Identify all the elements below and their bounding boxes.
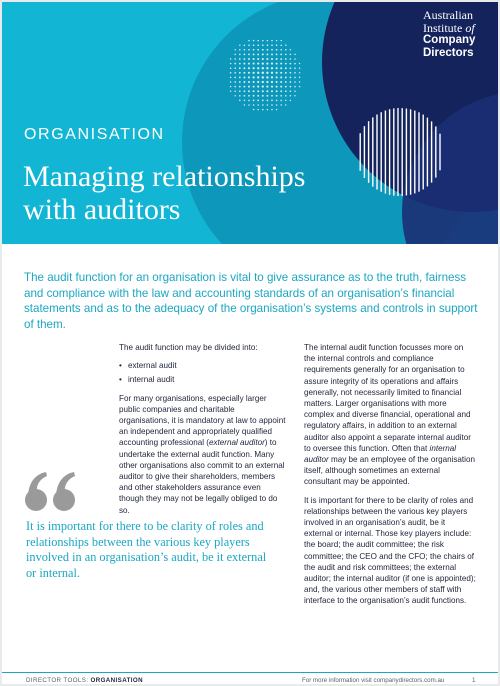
pattern-dot (266, 95, 268, 97)
footer-website: For more information visit companydirectors.com.au (302, 677, 445, 684)
pattern-dot (234, 81, 236, 83)
pattern-dot (290, 49, 291, 50)
pattern-dot (230, 58, 231, 59)
pattern-dot (266, 86, 268, 88)
stripe-pattern (356, 108, 440, 196)
section-label: ORGANISATION (24, 126, 165, 143)
pattern-dot (248, 49, 250, 51)
pattern-dot (253, 104, 255, 106)
pattern-dot (276, 109, 277, 110)
pattern-dot (280, 72, 282, 74)
pattern-dot (253, 49, 255, 51)
pattern-dot (257, 67, 259, 69)
logo-text: of (465, 20, 475, 35)
pattern-dot (271, 104, 273, 106)
pattern-dot (257, 58, 259, 60)
pattern-dot (243, 86, 245, 88)
pattern-dot (294, 63, 296, 65)
pattern-dot (294, 58, 296, 60)
body-paragraph: It is important for there to be clarity of roles and relationships between the various key players involved in an organisation’s audit, be it external or internal. Those key players include: the board; the audit committee; the risk committee; the CEO and the CFO; the chairs of the audit and risk committees; the external auditor; the internal auditor (if one is appointed); and, the various other members of staff with interface to the organisation’s audit functions. (304, 495, 476, 606)
pattern-dot (280, 81, 282, 83)
pattern-dot (290, 54, 292, 56)
pattern-dot (244, 90, 246, 92)
pattern-dot (276, 95, 278, 97)
pattern-dot (257, 104, 259, 106)
body-paragraph (119, 393, 287, 516)
pattern-dot (294, 54, 295, 55)
pattern-dot (262, 44, 264, 46)
pattern-dot (244, 58, 246, 60)
pattern-dot (262, 63, 264, 65)
pattern-dot (239, 54, 241, 56)
pattern-dot (239, 44, 240, 45)
pattern-dot (285, 44, 286, 45)
pattern-dot (271, 81, 273, 83)
pattern-dot (234, 63, 236, 65)
pattern-dot (276, 72, 278, 74)
aicd-logo (423, 9, 475, 59)
pattern-dot (239, 100, 240, 101)
pattern-dot (290, 67, 292, 69)
pattern-dot (230, 67, 232, 69)
pattern-dot (262, 53, 264, 55)
logo-line: Company (423, 34, 476, 46)
pattern-dot (280, 58, 282, 60)
pattern-dot (266, 76, 268, 78)
pattern-dot (267, 44, 269, 46)
pattern-dot (257, 44, 259, 46)
pattern-dot (271, 63, 273, 65)
pattern-dot (239, 72, 241, 74)
pattern-dot (230, 77, 232, 79)
pattern-dot (230, 90, 231, 91)
pattern-dot (280, 49, 282, 51)
pattern-dot (262, 104, 264, 106)
document-page (2, 2, 498, 684)
pattern-dot (262, 72, 264, 74)
pattern-dot (262, 90, 264, 92)
pattern-dot (234, 58, 236, 60)
pattern-dot (239, 63, 241, 65)
footer-text: DIRECTOR TOOLS: (26, 677, 91, 684)
pattern-dot (285, 67, 287, 69)
pattern-dot (239, 86, 241, 88)
pattern-dot (299, 86, 300, 87)
pattern-dot (234, 72, 236, 74)
intro-paragraph: The audit function for an organisation is vital to give assurance as to the truth, fairness and compliance with the law and accounting standards of an organisation’s financial statements and as to the adequacy of the organisation’s systems and controls in support of them. (24, 271, 478, 331)
pattern-dot (248, 90, 250, 92)
logo-line (423, 22, 475, 35)
pattern-dot (253, 72, 255, 74)
emphasis-text: internal auditor (304, 443, 457, 465)
footer-text: ORGANISATION (90, 677, 143, 684)
pattern-dot (271, 86, 273, 88)
pattern-dot (243, 76, 245, 78)
pattern-dot (299, 72, 300, 73)
pattern-dot (276, 76, 278, 78)
pattern-dot (285, 81, 287, 83)
pattern-dot (271, 95, 273, 97)
pattern-dot (280, 44, 282, 46)
pattern-dot (239, 81, 241, 83)
pattern-dot (253, 81, 255, 83)
pattern-dot (248, 76, 250, 78)
pattern-dot (266, 58, 268, 60)
pattern-dot (257, 109, 258, 110)
pattern-dot (248, 58, 250, 60)
pattern-dot (253, 40, 254, 41)
page-number: 1 (472, 677, 476, 684)
pattern-dot (248, 95, 250, 97)
pattern-dot (266, 53, 268, 55)
pattern-dot (285, 72, 287, 74)
pattern-dot (271, 100, 273, 102)
pattern-dot (267, 104, 269, 106)
pattern-dot (257, 90, 259, 92)
pattern-dot (262, 58, 264, 60)
pattern-dot (230, 81, 232, 83)
pattern-dot (294, 77, 296, 79)
header-banner (2, 2, 498, 244)
pattern-dot (290, 58, 292, 60)
pattern-dot (280, 67, 282, 69)
pattern-dot (248, 63, 250, 65)
pattern-dot (248, 86, 250, 88)
pattern-dot (271, 40, 273, 42)
pattern-dot (294, 86, 296, 88)
logo-line: Australian (423, 8, 473, 22)
pattern-dot (248, 72, 250, 74)
pattern-dot (280, 76, 282, 78)
pattern-dot (257, 76, 259, 78)
pattern-dot (290, 90, 292, 92)
text-run: ) to undertake the external audit function. Many other organisations also commit to an external auditor to give their shareholders, members and other stakeholders assurance even though they may not be legally obliged to do so. (119, 438, 285, 515)
pattern-dot (257, 95, 259, 97)
pattern-dot (244, 104, 245, 105)
pattern-dot (234, 77, 236, 79)
pattern-dot (276, 104, 278, 106)
pattern-dot (271, 72, 273, 74)
pattern-dot (290, 63, 292, 65)
pattern-dot (294, 95, 295, 96)
pattern-dot (266, 81, 268, 83)
pattern-dot (253, 76, 255, 78)
pattern-dot (280, 95, 282, 97)
pattern-dot (253, 90, 255, 92)
pattern-dot (234, 86, 236, 88)
pattern-dot (271, 67, 273, 69)
pattern-dot (271, 53, 273, 55)
pattern-dot (248, 104, 250, 106)
column-right (304, 342, 476, 614)
pattern-dot (299, 67, 300, 68)
pattern-dot (299, 63, 300, 64)
pattern-dot (276, 53, 278, 55)
pattern-dot (285, 49, 287, 51)
pattern-dot (253, 58, 255, 60)
pattern-dot (299, 81, 300, 82)
pattern-dot (276, 67, 278, 69)
pattern-dot (244, 100, 246, 102)
page-title: Managing relationships with auditors (23, 160, 306, 226)
pattern-dot (234, 54, 236, 56)
pattern-dot (243, 81, 245, 83)
footer-divider (2, 672, 498, 673)
column-left (119, 342, 287, 523)
pattern-dot (253, 44, 255, 46)
pattern-dot (262, 76, 264, 78)
pattern-dot (285, 100, 287, 102)
pattern-dot (290, 100, 291, 101)
text-run: The internal audit function focusses more on the internal controls and compliance requirements generally for an organisation to assure integrity of its operations and affairs generally, not necessarily limited to financial matters. Larger organisations with more complex and diverse financial, operational and regulatory affairs, in addition to an external auditor also appoint a separate internal auditor to oversee this function. Often that (304, 343, 471, 453)
pattern-dot (271, 44, 273, 46)
pattern-dot (267, 109, 268, 110)
pattern-dot (234, 95, 235, 96)
pattern-dot (285, 58, 287, 60)
pattern-dot (244, 95, 246, 97)
pattern-dot (239, 95, 241, 97)
pattern-dot (262, 109, 263, 110)
pattern-dot (243, 67, 245, 69)
pattern-dot (248, 100, 250, 102)
body-paragraph (304, 342, 476, 488)
pattern-dot (248, 54, 250, 56)
pattern-dot (294, 81, 296, 83)
pattern-dot (285, 90, 287, 92)
pattern-dot (290, 77, 292, 79)
pattern-dot (267, 40, 269, 42)
pattern-dot (285, 63, 287, 65)
pattern-dot (243, 63, 245, 65)
pattern-dot (257, 100, 259, 102)
pattern-dot (262, 86, 264, 88)
pattern-dot (239, 90, 241, 92)
pattern-dot (253, 53, 255, 55)
pattern-dot (244, 44, 246, 46)
pattern-dot (290, 81, 292, 83)
pattern-dot (257, 49, 259, 51)
pattern-dot (253, 86, 255, 88)
pattern-dot (266, 90, 268, 92)
pattern-dot (257, 63, 259, 65)
pattern-dot (262, 100, 264, 102)
pattern-dot (285, 76, 287, 78)
pattern-dot (271, 76, 273, 78)
pull-quote: It is important for there to be clarity of roles and relationships between the various key players involved in an organisation’s audit, be it external or internal. (26, 519, 267, 580)
pattern-dot (266, 72, 268, 74)
pattern-dot (257, 86, 259, 88)
pattern-dot (280, 100, 282, 102)
pattern-dot (276, 40, 277, 41)
pattern-dot (234, 67, 236, 69)
list-item: • internal audit (119, 374, 287, 385)
pattern-dot (285, 54, 287, 56)
pattern-dot (271, 58, 273, 60)
pattern-dot (244, 49, 246, 51)
pattern-dot (243, 72, 245, 74)
pattern-dot (253, 63, 255, 65)
quote-icon (24, 470, 84, 514)
pattern-dot (285, 86, 287, 88)
pattern-dot (280, 54, 282, 56)
list-lead: The audit function may be divided into: (119, 343, 258, 352)
pattern-dot (253, 109, 254, 110)
pattern-dot (271, 49, 273, 51)
emphasis-text: external auditor (208, 438, 265, 448)
pattern-dot (239, 67, 241, 69)
pattern-dot (257, 81, 259, 83)
pattern-dot (262, 40, 264, 42)
pattern-dot (276, 49, 278, 51)
pattern-dot (299, 77, 300, 78)
pattern-dot (294, 72, 296, 74)
pattern-dot (257, 53, 259, 55)
pattern-dot (266, 67, 268, 69)
pattern-dot (262, 95, 264, 97)
pattern-dot (230, 72, 232, 74)
pattern-dot (248, 67, 250, 69)
pattern-dot (280, 63, 282, 65)
pattern-dot (248, 40, 249, 41)
pattern-dot (267, 49, 269, 51)
pattern-dot (234, 90, 236, 92)
pattern-dot (257, 72, 259, 74)
pattern-dot (234, 49, 235, 50)
pattern-dot (253, 95, 255, 97)
pattern-dot (271, 90, 273, 92)
pattern-dot (285, 95, 287, 97)
pattern-dot (280, 40, 281, 41)
pattern-dot (267, 100, 269, 102)
list-item: • external audit (119, 360, 287, 371)
pattern-dot (276, 81, 278, 83)
pattern-dot (276, 100, 278, 102)
pattern-dot (239, 77, 241, 79)
pattern-dot (262, 67, 264, 69)
pattern-dot (276, 63, 278, 65)
pattern-dot (294, 90, 295, 91)
pattern-dot (239, 58, 241, 60)
pattern-dot (294, 67, 296, 69)
pattern-dot (253, 67, 255, 69)
pattern-dot (271, 109, 272, 110)
pattern-dot (276, 58, 278, 60)
pattern-dot (280, 104, 281, 105)
logo-line: Directors (423, 46, 474, 59)
audit-types-list (119, 360, 287, 385)
pattern-dot (262, 81, 264, 83)
text-run: For many organisations, especially larger public companies and charitable organisations, it is mandatory at law to appoint an independent and appropriately qualified accounting professional ( (119, 393, 286, 448)
pattern-dot (248, 44, 250, 46)
pattern-dot (244, 54, 246, 56)
pattern-dot (290, 72, 292, 74)
text-run: may be an employee of the organisation itself, although sometimes an external consultant may be appointed. (304, 455, 475, 487)
pattern-dot (248, 81, 250, 83)
pattern-dot (257, 40, 259, 42)
footer-series-label (26, 677, 143, 684)
pattern-dot (290, 95, 292, 97)
pattern-dot (262, 49, 264, 51)
pattern-dot (276, 44, 278, 46)
pattern-dot (290, 86, 292, 88)
pattern-dot (230, 86, 231, 87)
pattern-dot (266, 63, 268, 65)
pattern-dot (276, 86, 278, 88)
pattern-dot (280, 90, 282, 92)
pattern-dot (276, 90, 278, 92)
pattern-dot (239, 49, 241, 51)
pattern-dot (253, 100, 255, 102)
pattern-dot (230, 63, 231, 64)
logo-text: Institute (423, 20, 466, 35)
pattern-dot (285, 104, 286, 105)
pattern-dot (280, 86, 282, 88)
